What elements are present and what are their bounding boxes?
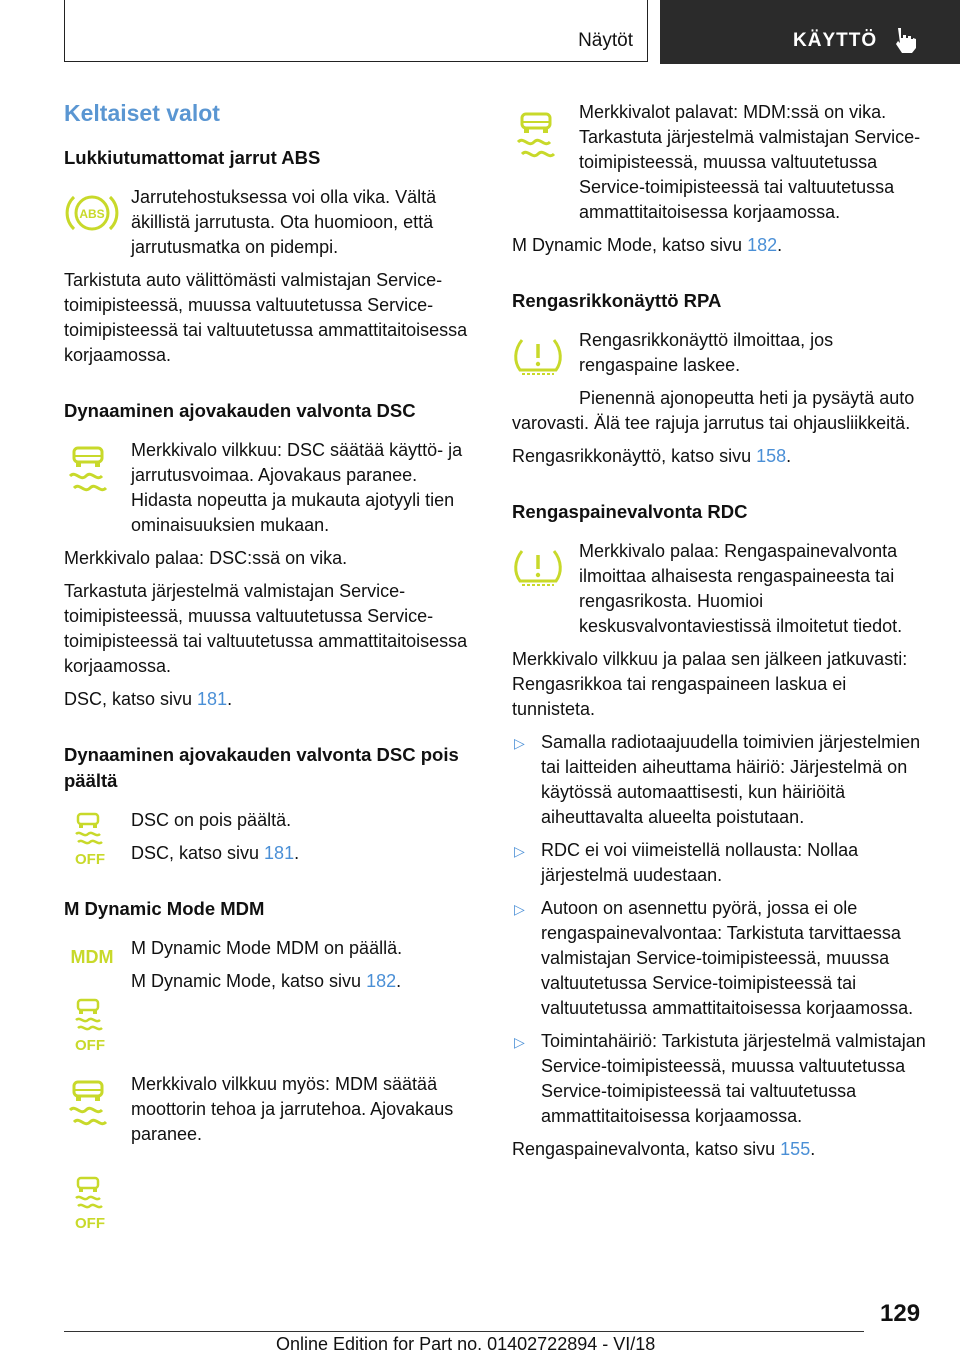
abs-heading: Lukkiutumattomat jarrut ABS <box>64 147 321 168</box>
mdm-fault-page-link[interactable]: 182 <box>747 235 778 255</box>
mdm-heading: M Dynamic Mode MDM <box>64 898 265 919</box>
abs-block <box>64 185 480 260</box>
list-item: ▷ Autoon on asennettu pyörä, jossa ei ole rengaspainevalvontaa: Tarkistuta tarvittaessa valmistajan Service-toimipisteessä, muussa valtuutetussa Service-toimipisteessä tai valtuutetussa ammattitaitoisessa korjaamossa. <box>514 898 914 1018</box>
rpa-text-2: Pienennä ajonopeutta heti ja pysäytä auto varovasti. Älä tee rajuja jarrutus tai ohjausliikkeitä. <box>512 388 915 433</box>
abs-warning-icon <box>64 189 120 237</box>
mdm-page-link[interactable]: 182 <box>366 971 397 991</box>
right-column <box>512 100 928 1170</box>
dsc-block <box>64 438 480 538</box>
rdc-block <box>512 539 928 639</box>
dsc-off-icon-label: OFF <box>75 851 105 868</box>
dsc-page-link[interactable]: 181 <box>197 689 228 709</box>
rpa-page-link[interactable]: 158 <box>756 446 787 466</box>
header-chapter-tab <box>660 0 960 64</box>
mdm-off2-icon-label: OFF <box>75 1215 105 1232</box>
triangle-bullet-icon: ▷ <box>514 735 525 751</box>
dsc-ref: DSC, katso sivu 181. <box>64 689 233 709</box>
pointing-hand-icon <box>892 26 920 54</box>
dsc-off-icon-2 <box>64 998 112 1054</box>
mdm-text-2: Merkkivalo vilkkuu myös: MDM säätää moottorin tehoa ja jarrutehoa. Ajovakaus paranee. <box>131 1074 454 1144</box>
rpa-heading: Rengasrikkonäyttö RPA <box>512 290 722 311</box>
footer-divider <box>64 1331 864 1332</box>
rpa-ref: Rengasrikkonäyttö, katso sivu 158. <box>512 446 792 466</box>
page-number: 129 <box>880 1300 921 1327</box>
dsc-off-heading: Dynaaminen ajovakauden valvonta DSC pois päältä <box>64 744 459 791</box>
mdm-off-icon-label: OFF <box>75 1037 105 1054</box>
dsc-text-3: Tarkastuta järjestelmä valmistajan Service-toimipisteessä, muussa valtuutetussa Service-toimipisteessä tai valtuutetussa ammattitaitoisessa korjaamossa. <box>64 581 468 676</box>
dsc-off-ref: DSC, katso sivu 181. <box>131 843 300 863</box>
rdc-page-link[interactable]: 155 <box>780 1139 811 1159</box>
dsc-off-block <box>64 808 480 866</box>
dsc-skid-icon-2 <box>64 1078 112 1130</box>
rdc-bullet-list <box>512 730 928 1129</box>
mdm-ref: M Dynamic Mode, katso sivu 182. <box>131 971 402 991</box>
section-title: Keltaiset valot <box>64 100 220 126</box>
mdm-text-1: M Dynamic Mode MDM on päällä. <box>131 938 403 958</box>
mdm-icon-label: MDM <box>70 947 114 967</box>
list-item: ▷ Toimintahäiriö: Tarkistuta järjestelmä valmistajan Service-toimipisteessä, muussa valtuutetussa Service-toimipisteessä tai valtuutetussa ammattitaitoisessa korjaamossa. <box>514 1031 926 1126</box>
dsc-skid-icon <box>64 444 112 496</box>
rdc-ref: Rengaspainevalvonta, katso sivu 155. <box>512 1139 816 1159</box>
mdm-fault-block <box>512 100 928 225</box>
rdc-text-1: Merkkivalo palaa: Rengaspainevalvonta ilmoittaa alhaisesta rengaspaineesta tai rengasrikosta. Huomioi keskusvalvontaviestissä ilmoitetut tiedot. <box>579 541 903 636</box>
triangle-bullet-icon: ▷ <box>514 843 525 859</box>
header-chapter-title: KÄYTTÖ <box>793 30 878 51</box>
mdm-flash-block <box>64 1072 480 1242</box>
dsc-off-icon <box>64 812 112 868</box>
dsc-text-2: Merkkivalo palaa: DSC:ssä on vika. <box>64 548 348 568</box>
dsc-skid-icon-3 <box>512 110 560 162</box>
mdm-fault-ref: M Dynamic Mode, katso sivu 182. <box>512 235 783 255</box>
dsc-off-icon-3 <box>64 1176 112 1232</box>
mdm-block <box>64 936 480 1066</box>
mdm-icon <box>64 944 120 968</box>
abs-text-2: Tarkistuta auto välittömästi valmistajan Service-toimipisteessä, muussa valtuutetussa Service-toimipisteessä tai valtuutetussa ammattitaitoisessa korjaamossa. <box>64 270 468 365</box>
tire-pressure-icon-2 <box>512 547 564 591</box>
rpa-text-1: Rengasrikkonäyttö ilmoittaa, jos rengaspaine laskee. <box>579 330 834 375</box>
header-section-tab <box>64 0 648 62</box>
dsc-off-page-link[interactable]: 181 <box>264 843 295 863</box>
list-item: ▷ Samalla radiotaajuudella toimivien järjestelmien tai laitteiden aiheuttama häiriö: Järjestelmä on käytössä automaattisesti, kun häiriöitä aiheuttavalta alueelta poistutaan. <box>514 732 921 827</box>
triangle-bullet-icon: ▷ <box>514 1034 525 1050</box>
footer-edition: Online Edition for Part no. 01402722894 - VI/18 <box>276 1334 656 1354</box>
list-item: ▷ RDC ei voi viimeistellä nollausta: Nollaa järjestelmä uudestaan. <box>514 840 859 885</box>
tire-pressure-icon <box>512 336 564 380</box>
abs-text-1: Jarrutehostuksessa voi olla vika. Vältä äkillistä jarrutusta. Ota huomioon, että jarrutusmatka on pidempi. <box>131 187 437 257</box>
dsc-text-1: Merkkivalo vilkkuu: DSC säätää käyttö- ja jarrutusvoimaa. Ajovakaus paranee. Hidasta nopeutta ja mukauta ajotyyli tien ominaisuuksien mukaan. <box>131 440 463 535</box>
dsc-off-text-1: DSC on pois päältä. <box>131 810 292 830</box>
rdc-heading: Rengaspainevalvonta RDC <box>512 501 748 522</box>
left-column <box>64 100 480 1242</box>
rpa-block <box>512 328 928 378</box>
header-section-title: Näytöt <box>578 30 633 51</box>
abs-icon-label: ABS <box>79 207 105 221</box>
mdm-fault-text: Merkkivalot palavat: MDM:ssä on vika. Tarkastuta järjestelmä valmistajan Service-toimipisteessä, muussa valtuutetussa Service-toimipisteessä tai valtuutetussa ammattitaitoisessa korjaamossa. <box>579 102 921 222</box>
triangle-bullet-icon: ▷ <box>514 901 525 917</box>
rdc-text-2: Merkkivalo vilkkuu ja palaa sen jälkeen jatkuvasti: Rengasrikkoa tai rengaspaineen laskua ei tunnisteta. <box>512 649 908 719</box>
dsc-heading: Dynaaminen ajovakauden valvonta DSC <box>64 400 416 421</box>
